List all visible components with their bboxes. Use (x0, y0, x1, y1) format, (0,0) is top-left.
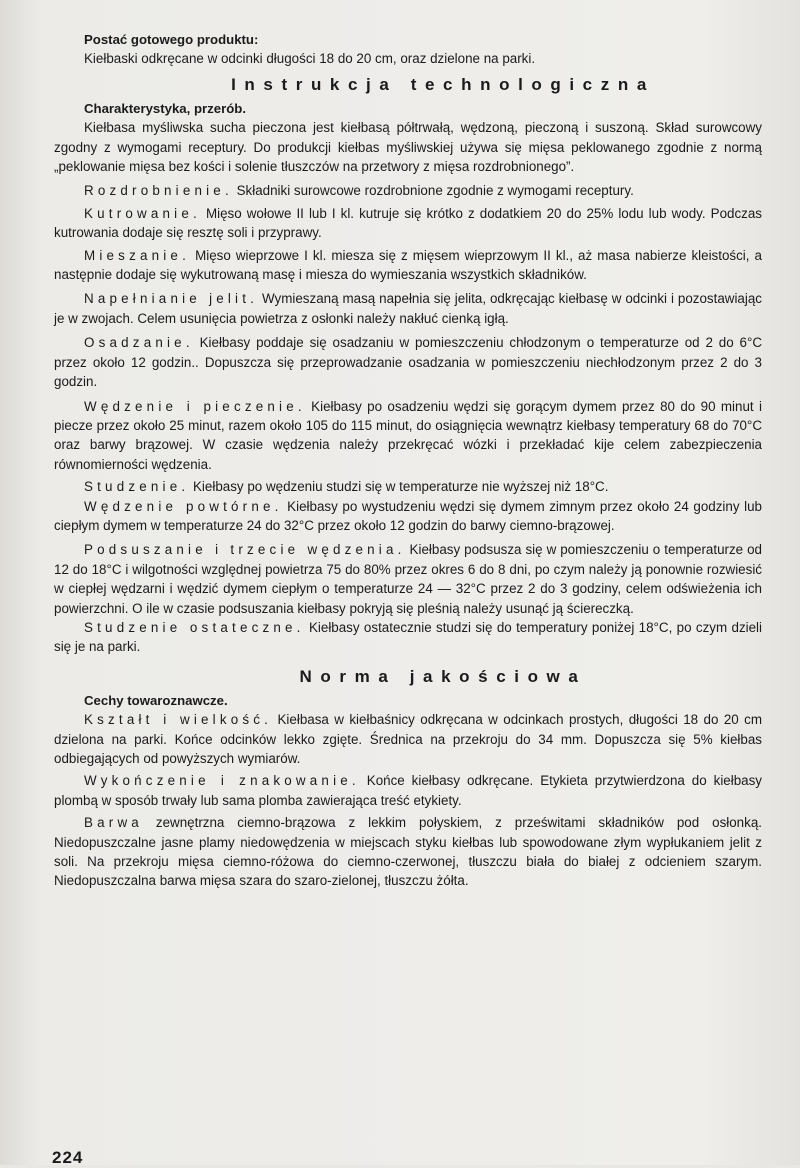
paragraph-napelnianie (54, 289, 762, 328)
intro-block (84, 30, 762, 69)
paragraph-studzenie-ostateczne (54, 618, 762, 657)
paragraph-text: Kiełbasa myśliwska sucha pieczona jest kiełbasą półtrwałą, wędzoną, pieczoną i suszoną. Skład surowcowy zgodny z wymogami receptury. Do produkcji kiełbas myśliwskiej używa się mięsa peklowanego zgodnie z normą „peklowanie mięsa bez kości i solenie tłuszczów na przetwory z mięsa rozdrobnionego”. (54, 120, 762, 175)
paragraph-lead: Studzenie ostateczne. (84, 619, 305, 635)
paragraph-text: Kiełbasy po osadzeniu wędzi się gorącym dymem przez 80 do 90 minut i piecze przez około 25 minut, razem około 105 do 115 minut, do osiągnięcia wewnątrz kiełbasy temperatury 68 do 70°C oraz barwy brązowej. W czasie wędzenia należy przekręcać wózki i przekładać kije celem zabezpieczenia równomierności wędzenia. (54, 398, 762, 472)
section1-subheading: Charakterystyka, przerób. (84, 100, 246, 116)
paragraph-lead: Kutrowanie. (84, 205, 201, 221)
paragraph-rozdrobnienie (54, 181, 762, 200)
paragraph-text: Kiełbasy po wystudzeniu wędzi się dymem zimnym przez około 24 godziny lub ciepłym dymem w temperaturze 24 do 32°C przez około 12 godzin do barwy ciemno-brązowej. (54, 498, 763, 533)
paragraph-lead: Rozdrobnienie. (84, 183, 233, 199)
paragraph-text: zewnętrzna ciemno-brązowa z lekkim połyskiem, z prześwitami składników pod osłonką. Niedopuszczalne jasne plamy niedowędzenia w miejscach styku kiełbas lub spowodowane złym wypłukaniem jelit z soli. Na przekroju mięsa ciemno-różowa do ciemno-czerwonej, tłuszczu biała do białej z odcieniem szarym. Niedopuszczalna barwa mięsa szara do szaro-zielonej, tłuszczu żółta. (54, 815, 762, 889)
paragraph-podsuszanie (54, 540, 762, 618)
paragraph-lead: Kształt i wielkość. (84, 712, 273, 728)
paragraph-studzenie (54, 477, 762, 496)
paragraph-text: Końce kiełbasy odkręcane. Etykieta przytwierdzona do kiełbasy plombą w sposób trwały lub sama plomba zawierająca treść etykiety. (54, 773, 762, 808)
paragraph-osadzanie (54, 333, 762, 391)
paragraph-text: Kiełbasy podsusza się w pomieszczeniu o temperaturze od 12 do 18°C i wilgotności względnej powietrza 75 do 80% przez okres 6 do 8 dni, po czym należy ją ponownie rozwiesić w ciepłej wędzarni i wędzić dymem ciepłym o temperaturze 24 — 32°C przez 2 do 3 godziny, celem odświeżenia ich powierzchni. O ile w czasie podsuszania kiełbasy pokryją się pleśnią należy usunąć ją ściereczką. (54, 542, 762, 616)
paragraph-text: Kiełbasy ostatecznie studzi się do temperatury poniżej 18°C, po czym dzieli się je na parki. (54, 619, 763, 655)
paragraph-wykonczenie (54, 771, 762, 810)
section2-subheading: Cechy towaroznawcze. (84, 692, 228, 708)
paragraph-lead: Barwa (84, 815, 143, 831)
intro-heading: Postać gotowego produktu: (84, 32, 259, 47)
paragraph-text: Kiełbasy poddaje się osadzaniu w pomieszczeniu chłodzonym o temperaturze od 2 do 6°C przez około 12 godzin.. Dopuszcza się przeprowadzanie osadzania w pomieszczeniu niechłodzonym przez 2 do 3 godzin. (54, 335, 762, 390)
paragraph-text: Mięso wieprzowe I kl. miesza się z mięsem wieprzowym II kl., aż masa nabierze kleistości, a następnie dodaje się wykutrowaną masę i miesza do wymieszania wszystkich składników. (54, 247, 762, 283)
paragraph-text: Kiełbasa w kiełbaśnicy odkręcana w odcinkach prostych, długości 18 do 20 cm dzielona na parki. Końce odcinków lekko zgięte. Średnica na przekroju do 34 mm. Dopuszcza się 5% kiełbas odbiegających od powyższych wymiarów. (54, 712, 762, 766)
paragraph-text: Kiełbasy po wędzeniu studzi się w temperaturze nie wyższej niż 18°C. (189, 479, 609, 495)
paragraph-lead: Wędzenie i pieczenie. (84, 398, 306, 414)
paragraph-lead: Studzenie. (84, 479, 190, 495)
paragraph-text: Mięso wołowe II lub I kl. kutruje się krótko z dodatkiem 20 do 25% lodu lub wody. Podczas kutrowania dodaje się resztę soli i przyprawy. (54, 205, 762, 241)
paragraph-lead: Wykończenie i znakowanie. (84, 773, 360, 789)
page-number: 224 (52, 1148, 84, 1167)
paragraph-lead: Mieszanie. (84, 247, 191, 263)
paragraph-lead: Wędzenie powtórne. (84, 498, 283, 514)
section-title-instrukcja: Instrukcja technologiczna (231, 74, 655, 94)
paragraph-charakterystyka (54, 118, 762, 176)
paragraph-text: Składniki surowcowe rozdrobnione zgodnie z wymogami receptury. (232, 183, 634, 199)
paragraph-mieszanie (54, 246, 762, 285)
section-title-norma: Norma jakościowa (299, 666, 587, 686)
paragraph-lead: Napełnianie jelit. (84, 291, 259, 307)
paragraph-barwa (54, 813, 762, 891)
paragraph-ksztalt (54, 710, 762, 768)
paragraph-text: Wymieszaną masą napełnia się jelita, odkręcając kiełbasę w odcinki i pozostawiając je w zwojach. Celem usunięcia powietrza z osłonki należy nakłuć cienką igłą. (54, 291, 762, 326)
paragraph-lead: Osadzanie. (84, 335, 194, 351)
paragraph-kutrowanie (54, 204, 762, 243)
intro-text: Kiełbaski odkręcane w odcinki długości 18 do 20 cm, oraz dzielone na parki. (84, 51, 536, 67)
paragraph-wedzenie-powtorne (54, 497, 762, 536)
paragraph-wedzenie-pieczenie (54, 397, 762, 475)
paragraph-lead: Podsuszanie i trzecie wędzenia. (84, 542, 406, 558)
